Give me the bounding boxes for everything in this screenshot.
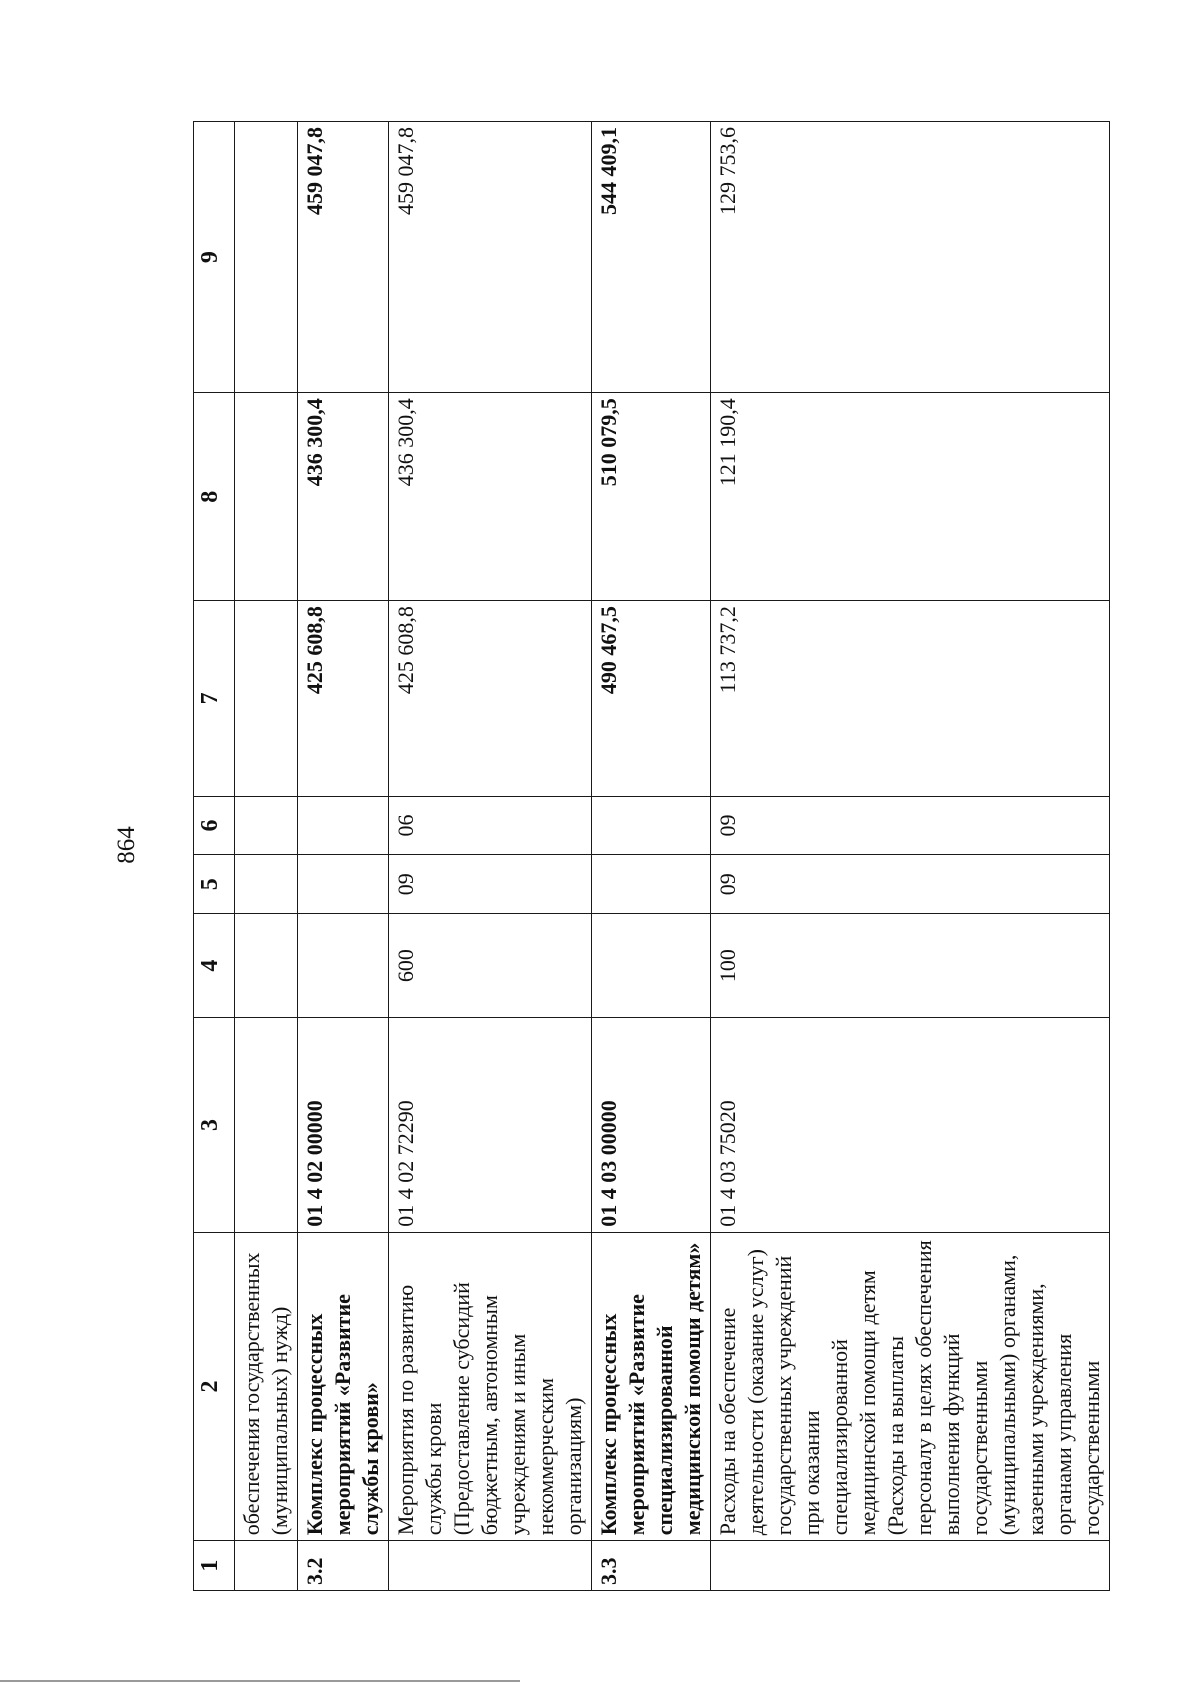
amount-col-9: 129 753,6 (711, 122, 1110, 393)
section-code: 09 (711, 855, 1110, 914)
subsection-code (235, 796, 298, 855)
row-number (389, 1541, 592, 1591)
header-col-7: 7 (194, 601, 235, 796)
page-number: 864 (113, 826, 140, 864)
amount-col-7: 425 608,8 (298, 601, 389, 796)
header-col-5: 5 (194, 855, 235, 914)
scan-edge-line (0, 1680, 520, 1682)
amount-col-9: 459 047,8 (389, 122, 592, 393)
header-col-2: 2 (194, 1232, 235, 1540)
rotated-table-container (193, 121, 1104, 1591)
expense-type: 600 (389, 914, 592, 1018)
header-col-6: 6 (194, 796, 235, 855)
subsection-code: 06 (389, 796, 592, 855)
amount-col-7: 490 467,5 (592, 601, 711, 796)
amount-col-8: 436 300,4 (389, 393, 592, 601)
amount-col-8 (235, 393, 298, 601)
header-row (194, 122, 235, 1591)
section-code (235, 855, 298, 914)
amount-col-9: 544 409,1 (592, 122, 711, 393)
row-number: 3.3 (592, 1541, 711, 1591)
amount-col-7: 113 737,2 (711, 601, 1110, 796)
amount-col-9 (235, 122, 298, 393)
row-description: Комплекс процессных мероприятий «Развитие специализированной медицинской помощи детям» (592, 1232, 711, 1540)
target-code: 01 4 02 00000 (298, 1018, 389, 1233)
table-row (592, 122, 711, 1591)
subsection-code (298, 796, 389, 855)
budget-table (193, 121, 1110, 1591)
amount-col-7 (235, 601, 298, 796)
subsection-code: 09 (711, 796, 1110, 855)
section-code (592, 855, 711, 914)
row-number (711, 1541, 1110, 1591)
amount-col-7: 425 608,8 (389, 601, 592, 796)
expense-type (592, 914, 711, 1018)
header-col-9: 9 (194, 122, 235, 393)
table-row (711, 122, 1110, 1591)
target-code: 01 4 02 72290 (389, 1018, 592, 1233)
table-row (389, 122, 592, 1591)
target-code (235, 1018, 298, 1233)
section-code: 09 (389, 855, 592, 914)
expense-type (298, 914, 389, 1018)
target-code: 01 4 03 00000 (592, 1018, 711, 1233)
header-col-3: 3 (194, 1018, 235, 1233)
expense-type (235, 914, 298, 1018)
row-description: обеспечения государственных (муниципальных) нужд) (235, 1232, 298, 1540)
target-code: 01 4 03 75020 (711, 1018, 1110, 1233)
amount-col-8: 510 079,5 (592, 393, 711, 601)
amount-col-8: 121 190,4 (711, 393, 1110, 601)
section-code (298, 855, 389, 914)
header-col-4: 4 (194, 914, 235, 1018)
row-number (235, 1541, 298, 1591)
row-description: Комплекс процессных мероприятий «Развитие службы крови» (298, 1232, 389, 1540)
row-description: Расходы на обеспечение деятельности (оказание услуг) государственных учреждений при оказании специализированной медицинской помощи детям (Расходы на выплаты персоналу в целях обеспечения выполнения функций государственными (муниципальными) органами, казенными учреждениями, органами управления государственными (711, 1232, 1110, 1540)
row-number: 3.2 (298, 1541, 389, 1591)
table-row (235, 122, 298, 1591)
amount-col-9: 459 047,8 (298, 122, 389, 393)
header-col-1: 1 (194, 1541, 235, 1591)
amount-col-8: 436 300,4 (298, 393, 389, 601)
header-col-8: 8 (194, 393, 235, 601)
table-row (298, 122, 389, 1591)
subsection-code (592, 796, 711, 855)
expense-type: 100 (711, 914, 1110, 1018)
row-description: Мероприятия по развитию службы крови (Предоставление субсидий бюджетным, автономным учреждениям и иным некоммерческим организациям) (389, 1232, 592, 1540)
